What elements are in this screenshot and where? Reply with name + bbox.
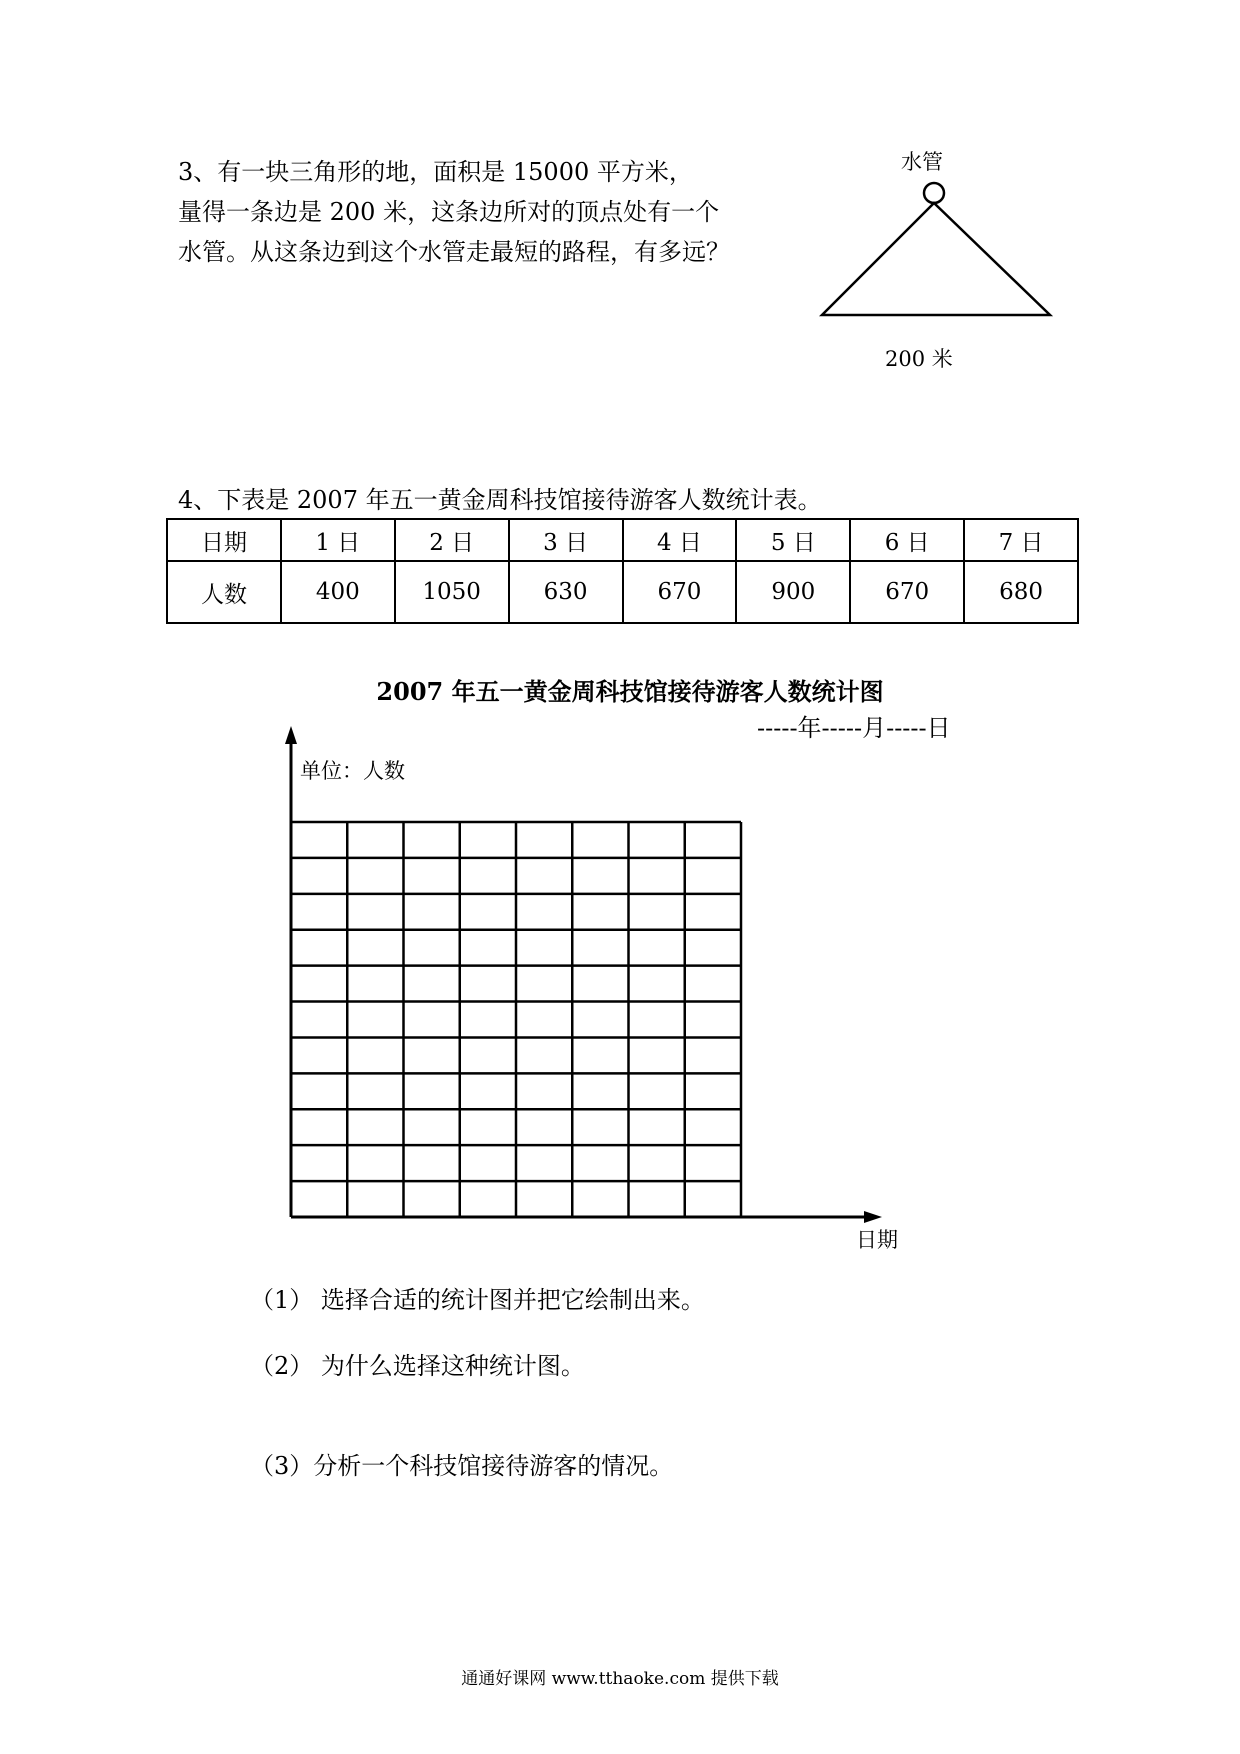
y-axis-arrow-icon [285, 726, 297, 744]
base-length-label: 200 米 [885, 347, 953, 371]
water-pipe-icon [924, 183, 944, 203]
subquestion-1: （1） 选择合适的统计图并把它绘制出来。 [250, 1286, 705, 1314]
subquestion-2: （2） 为什么选择这种统计图。 [250, 1352, 585, 1380]
table-cell: 630 [509, 561, 623, 623]
table-cell: 1 日 [281, 519, 395, 561]
question-3-line-2: 量得一条边是 200 米，这条边所对的顶点处有一个 [178, 198, 720, 226]
water-pipe-label: 水管 [901, 150, 943, 174]
date-fill-line: -----年-----月-----日 [757, 714, 951, 742]
triangle-shape [822, 203, 1050, 315]
question-3-line-3: 水管。从这条边到这个水管走最短的路程，有多远？ [178, 238, 730, 266]
table-cell: 670 [850, 561, 964, 623]
table-cell: 日期 [167, 519, 281, 561]
y-axis-unit-label: 单位：人数 [300, 759, 405, 783]
table-cell: 900 [736, 561, 850, 623]
table-cell: 400 [281, 561, 395, 623]
question-3-line-1: 3、有一块三角形的地，面积是 15000 平方米， [178, 158, 693, 186]
table-cell: 2 日 [395, 519, 509, 561]
table-cell: 7 日 [964, 519, 1078, 561]
table-cell: 5 日 [736, 519, 850, 561]
table-cell: 3 日 [509, 519, 623, 561]
table-cell: 6 日 [850, 519, 964, 561]
table-cell: 4 日 [623, 519, 737, 561]
x-axis-label: 日期 [856, 1228, 898, 1252]
question-4-intro: 4、下表是 2007 年五一黄金周科技馆接待游客人数统计表。 [178, 486, 822, 514]
table-cell: 1050 [395, 561, 509, 623]
table-cell: 人数 [167, 561, 281, 623]
subquestion-3: （3）分析一个科技馆接待游客的情况。 [250, 1452, 674, 1480]
triangle-figure [822, 183, 1050, 315]
page-footer: 通通好课网 www.tthaoke.com 提供下载 [461, 1669, 779, 1689]
table-cell: 680 [964, 561, 1078, 623]
x-axis-arrow-icon [864, 1211, 882, 1223]
chart-axes [285, 726, 882, 1223]
table-cell: 670 [623, 561, 737, 623]
chart-grid [291, 822, 741, 1217]
chart-title: 2007 年五一黄金周科技馆接待游客人数统计图 [376, 677, 884, 706]
